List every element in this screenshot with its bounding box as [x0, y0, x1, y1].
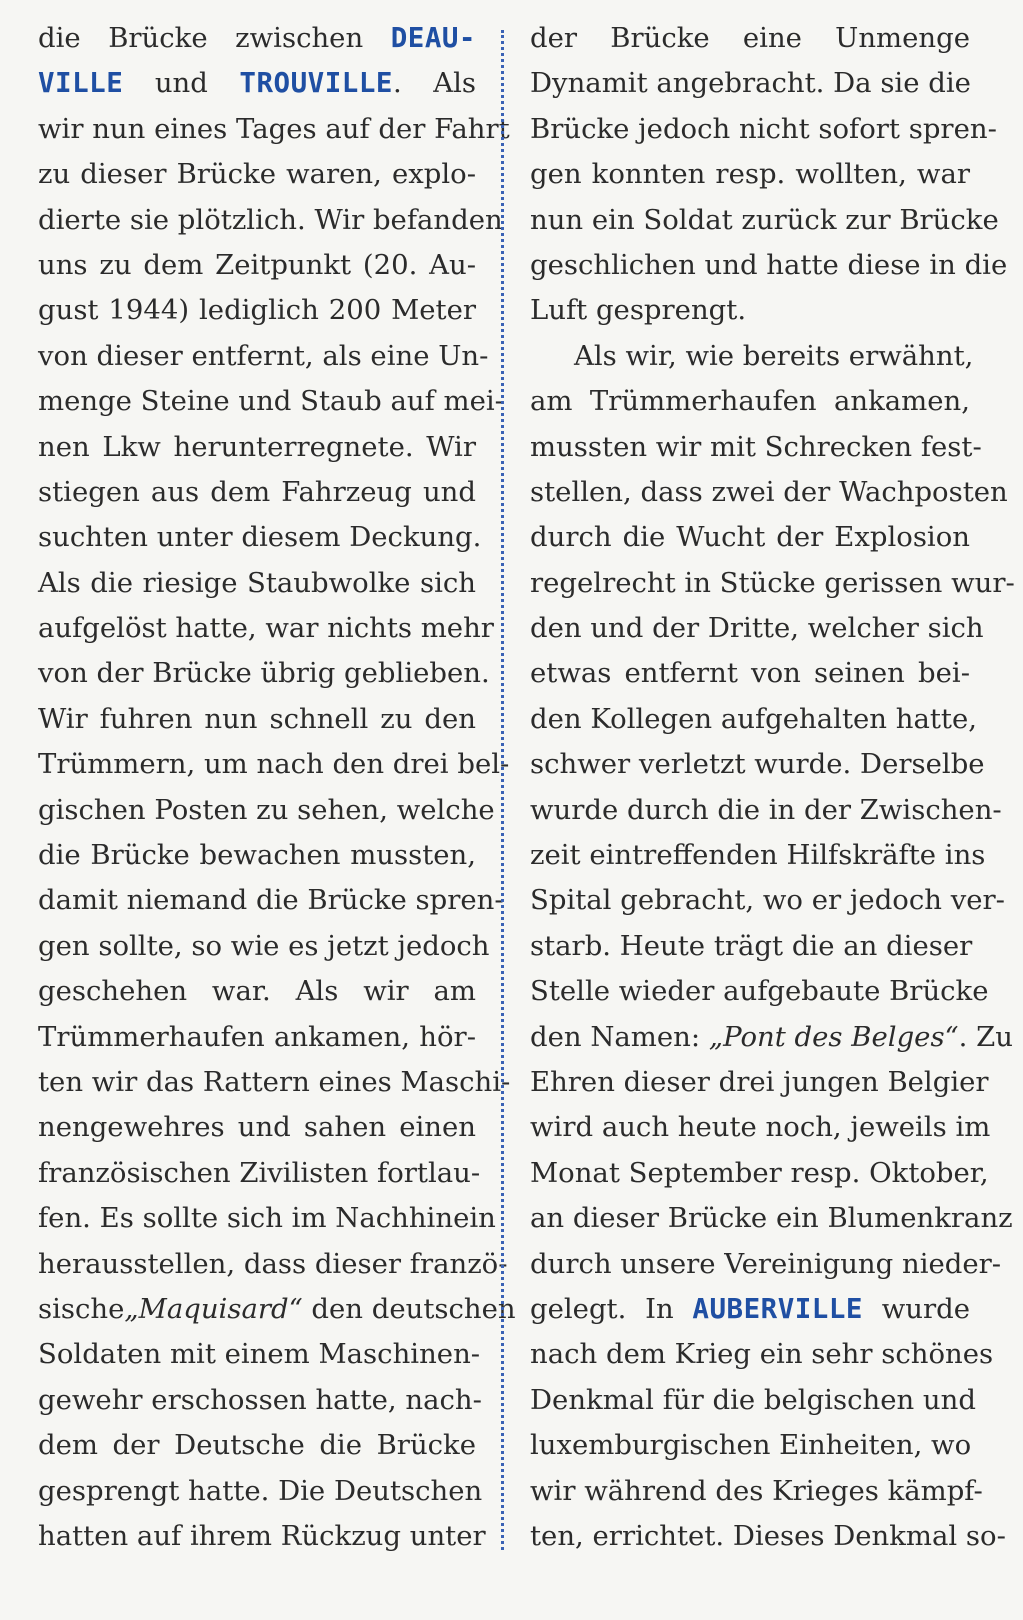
text-line: stiegen aus dem Fahrzeug und [38, 475, 476, 508]
text-line: etwas entfernt von seinen bei- [530, 657, 970, 690]
text-line: am Trümmerhaufen ankamen, [530, 385, 970, 418]
text-line: von der Brücke übrig geblieben. [38, 657, 490, 690]
text-line: der Brücke eine Unmenge [530, 22, 970, 54]
text-line: ten wir das Rattern eines Maschi- [38, 1065, 511, 1098]
text-line: wird auch heute noch, jeweils im [530, 1111, 991, 1144]
text-line: nen Lkw herunterregnete. Wir [38, 430, 476, 463]
text-line: herausstellen, dass dieser franzö- [38, 1247, 508, 1280]
column-divider [501, 30, 504, 1550]
text-line: regelrecht in Stücke gerissen wur- [530, 566, 1015, 599]
text-line: Trümmerhaufen ankamen, hör- [38, 1020, 476, 1053]
right-text-column [530, 16, 1015, 1559]
text-line: mussten wir mit Schrecken fest- [530, 430, 982, 463]
text-line: damit niemand die Brücke spren- [38, 884, 504, 917]
text-line: durch die Wucht der Explosion [530, 521, 970, 554]
text-line: die Brücke bewachen mussten, [38, 839, 476, 872]
text-line: starb. Heute trägt die an dieser [530, 929, 973, 962]
text-line: Trümmern, um nach den drei bel- [38, 748, 510, 781]
text-line: schwer verletzt wurde. Derselbe [530, 748, 985, 781]
text-line: gen konnten resp. wollten, war [530, 158, 970, 191]
text-line: wir während des Krieges kämpf- [530, 1474, 983, 1507]
text-line: gelegt. In AUBERVILLE wurde [530, 1292, 970, 1325]
text-line: aufgelöst hatte, war nichts mehr [38, 612, 494, 645]
text-line: Denkmal für die belgischen und [530, 1383, 976, 1416]
text-line: den Namen: „Pont des Belges“. Zu [530, 1020, 1013, 1053]
text-line: gust 1944) lediglich 200 Meter [38, 294, 476, 327]
text-line: suchten unter diesem Deckung. [38, 521, 482, 554]
text-line: zu dieser Brücke waren, explo- [38, 158, 476, 191]
text-line: Dynamit angebracht. Da sie die [530, 67, 971, 100]
text-line: die Brücke zwischen DEAU- [38, 22, 476, 54]
text-line: von dieser entfernt, als eine Un- [38, 339, 489, 372]
text-line: Monat September resp. Oktober, [530, 1156, 989, 1189]
text-line: französischen Zivilisten fortlau- [38, 1156, 481, 1189]
text-line: zeit eintreffenden Hilfskräfte ins [530, 839, 986, 872]
text-line: wir nun eines Tages auf der Fahrt [38, 112, 510, 145]
text-line: stellen, dass zwei der Wachposten [530, 475, 1008, 508]
place-name-deauville: DEAU- [390, 22, 476, 54]
quoted-term-pont-des-belges: „Pont des Belges“ [708, 1020, 959, 1053]
text-line: Luft gesprengt. [530, 294, 747, 327]
text-line: dierte sie plötzlich. Wir befanden [38, 203, 503, 236]
text-line: an dieser Brücke ein Blumenkranz [530, 1202, 1013, 1235]
left-text-column [38, 16, 516, 1559]
quoted-term-maquisard: „Maquisard“ [124, 1292, 303, 1325]
text-line: luxemburgischen Einheiten, wo [530, 1429, 972, 1462]
text-line: Spital gebracht, wo er jedoch ver- [530, 884, 1005, 917]
paragraph-start-line: Als wir, wie bereits erwähnt, [574, 339, 974, 372]
text-line: gischen Posten zu sehen, welche [38, 793, 495, 826]
text-line: Ehren dieser drei jungen Belgier [530, 1065, 989, 1098]
text-line: menge Steine und Staub auf mei- [38, 385, 504, 418]
text-line: dem der Deutsche die Brücke [38, 1429, 476, 1462]
text-line: VILLE und TROUVILLE. Als [38, 67, 476, 100]
text-line: nun ein Soldat zurück zur Brücke [530, 203, 999, 236]
text-line: gewehr erschossen hatte, nach- [38, 1383, 482, 1416]
text-line: Stelle wieder aufgebaute Brücke [530, 975, 989, 1008]
place-name-deauville-cont: VILLE [38, 67, 124, 100]
text-line: nengewehres und sahen einen [38, 1111, 476, 1144]
place-name-auberville: AUBERVILLE [692, 1292, 863, 1325]
text-line: fen. Es sollte sich im Nachhinein [38, 1202, 496, 1235]
text-line: geschehen war. Als wir am [38, 975, 476, 1008]
text-line: sische„Maquisard“ den deutschen [38, 1292, 516, 1325]
text-line: ten, errichtet. Dieses Denkmal so- [530, 1519, 1006, 1552]
text-line: wurde durch die in der Zwischen- [530, 793, 1002, 826]
text-line: Soldaten mit einem Maschinen- [38, 1338, 481, 1371]
text-line: geschlichen und hatte diese in die [530, 248, 1008, 281]
place-name-trouville: TROUVILLE [239, 67, 393, 100]
text-line: den und der Dritte, welcher sich [530, 612, 984, 645]
text-line: gen sollte, so wie es jetzt jedoch [38, 929, 490, 962]
text-line: uns zu dem Zeitpunkt (20. Au- [38, 248, 476, 281]
text-line: durch unsere Vereinigung nieder- [530, 1247, 1002, 1280]
text-line: Wir fuhren nun schnell zu den [38, 702, 476, 735]
text-line: Brücke jedoch nicht sofort spren- [530, 112, 997, 145]
text-line: Als die riesige Staubwolke sich [38, 566, 476, 599]
text-line: den Kollegen aufgehalten hatte, [530, 702, 977, 735]
text-line: hatten auf ihrem Rückzug unter [38, 1519, 486, 1552]
text-line: nach dem Krieg ein sehr schönes [530, 1338, 994, 1371]
text-line: gesprengt hatte. Die Deutschen [38, 1474, 483, 1507]
